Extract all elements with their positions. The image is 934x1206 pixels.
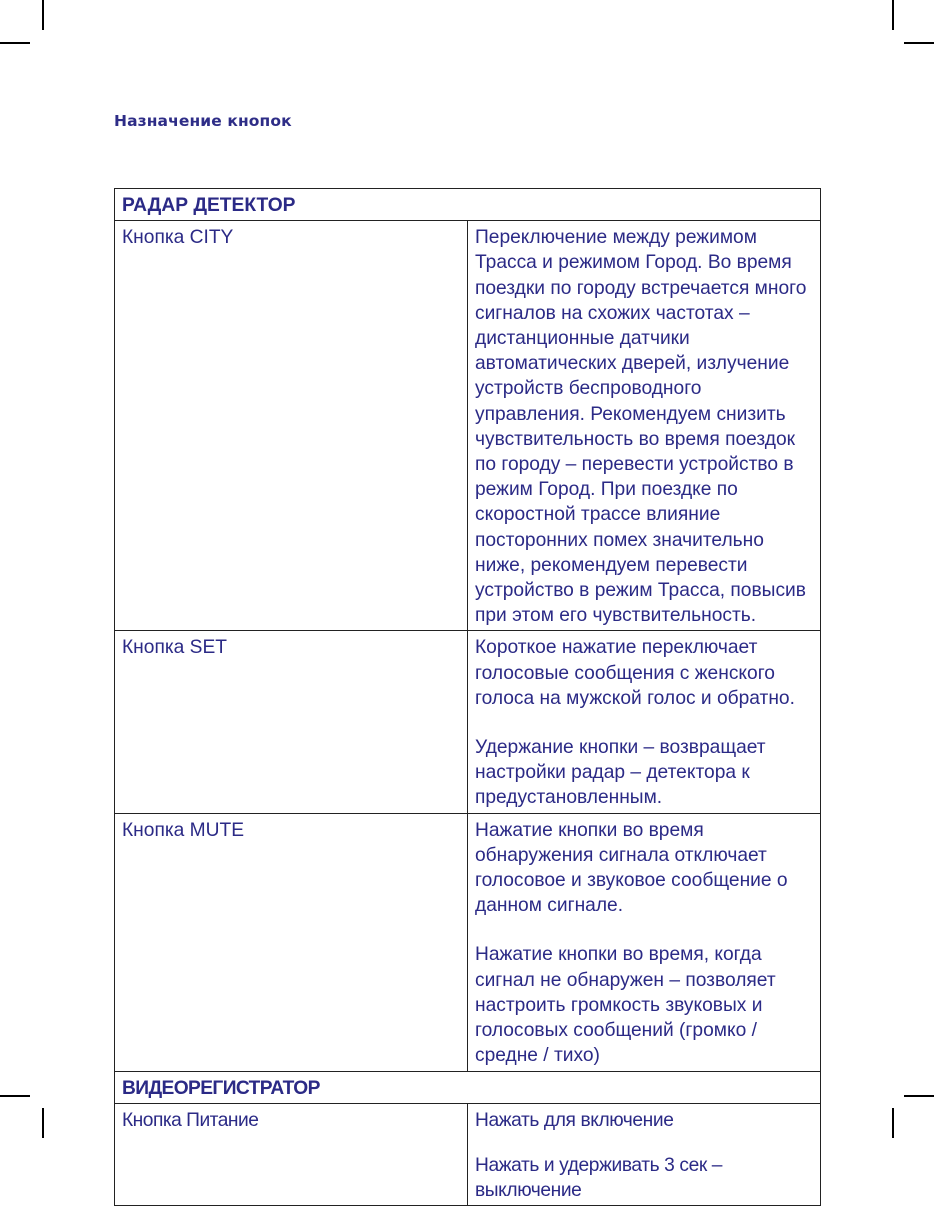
button-description-mute — [468, 813, 821, 1071]
section-heading-video: ВИДЕОРЕГИСТРАТОР — [115, 1071, 821, 1103]
crop-mark-top-left-vertical — [42, 0, 44, 30]
buttons-table — [114, 188, 821, 1206]
button-description-power — [468, 1103, 821, 1206]
button-name-power: Кнопка Питание — [115, 1103, 468, 1206]
section-heading-radar: РАДАР ДЕТЕКТОР — [115, 189, 821, 221]
crop-mark-top-left-horizontal — [0, 42, 30, 44]
description-paragraph: Нажать для включение — [475, 1109, 674, 1131]
button-description-set — [468, 631, 821, 813]
section-header-row — [115, 1071, 821, 1103]
crop-mark-bottom-right-horizontal — [904, 1095, 934, 1097]
page-title: Назначение кнопок — [114, 112, 292, 130]
table-row — [115, 813, 821, 1071]
button-name-set: Кнопка SET — [115, 631, 468, 813]
crop-mark-bottom-right-vertical — [892, 1108, 894, 1138]
crop-mark-bottom-left-horizontal — [0, 1095, 30, 1097]
crop-mark-top-right-vertical — [892, 0, 894, 30]
description-paragraph: Короткое нажатие переключает голосовые сообщения с женского голоса на мужской голос и обратно. — [475, 637, 795, 709]
crop-mark-bottom-left-vertical — [42, 1108, 44, 1138]
description-paragraph: Переключение между режимом Трасса и режимом Город. Во время поездки по городу встречается много сигналов на схожих частотах – дистанционные датчики автоматических дверей, излучение устройств беспроводного управления. Рекомендуем снизить чувствительность во время поездок по городу – перевести устройство в режим Город. При поездке по скоростной трассе влияние посторонних помех значительно ниже, рекомендуем перевести устройство в режим Трасса, повысив при этом его чувствительность. — [475, 227, 807, 627]
description-paragraph: Нажать и удерживать 3 сек – выключение — [475, 1154, 723, 1202]
description-paragraph: Нажатие кнопки во время, когда сигнал не обнаружен – позволяет настроить громкость звуковых и голосовых сообщений (громко / средне / тихо) — [475, 944, 776, 1067]
button-name-city: Кнопка CITY — [115, 221, 468, 631]
table-row — [115, 1103, 821, 1206]
description-paragraph: Удержание кнопки – возвращает настройки радар – детектора к предустановленным. — [475, 737, 766, 809]
button-name-mute: Кнопка MUTE — [115, 813, 468, 1071]
table-row — [115, 631, 821, 813]
crop-mark-top-right-horizontal — [904, 42, 934, 44]
button-description-city — [468, 221, 821, 631]
description-paragraph: Нажатие кнопки во время обнаружения сигнала отключает голосовое и звуковое сообщение о данном сигнале. — [475, 819, 788, 917]
section-header-row — [115, 189, 821, 221]
table-row — [115, 221, 821, 631]
